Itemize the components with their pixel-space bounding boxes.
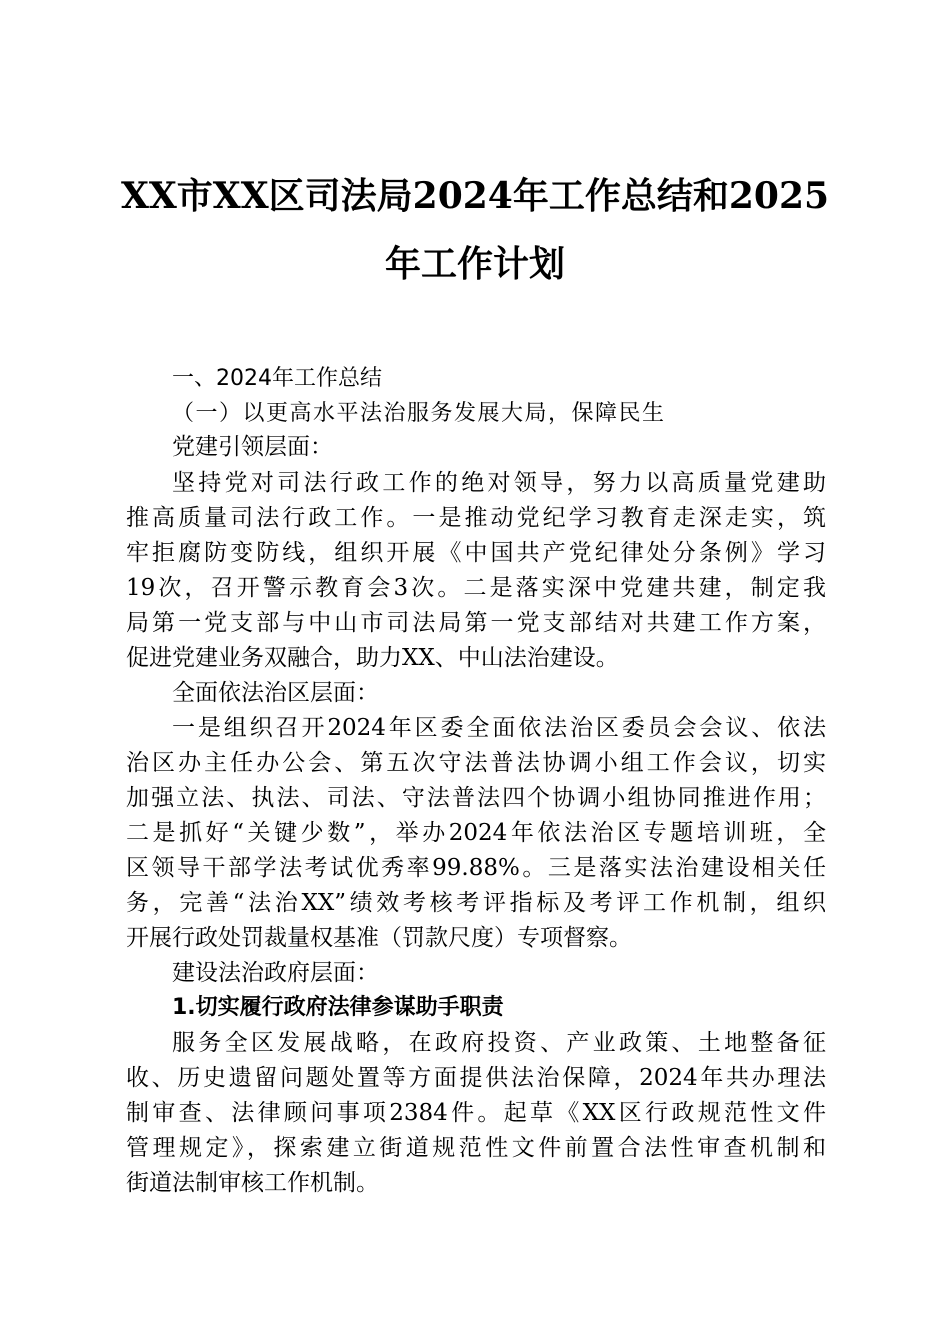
paragraph-label: 建设法治政府层面： xyxy=(172,960,379,986)
paragraph-line: 街道法制审核工作机制。 xyxy=(126,1170,379,1196)
paragraph-line: 二是抓好“关键少数”，举办2024年依法治区专题培训班，全 xyxy=(126,820,826,846)
document-title-line-1: XX市XX区司法局2024年工作总结和2025 xyxy=(120,175,830,217)
document-title-line-2: 年工作计划 xyxy=(384,243,565,285)
paragraph-line: 务，完善“法治XX”绩效考核考评指标及考评工作机制，组织 xyxy=(126,890,826,916)
paragraph-line: 开展行政处罚裁量权基准（罚款尺度）专项督察。 xyxy=(126,925,632,951)
section-heading-2: （一）以更高水平法治服务发展大局，保障民生 xyxy=(172,401,666,426)
paragraph-line: 推高质量司法行政工作。一是推动党纪学习教育走深走实，筑 xyxy=(126,505,826,531)
paragraph-line: 19次，召开警示教育会3次。二是落实深中党建共建，制定我 xyxy=(126,575,826,601)
paragraph-line: 局第一党支部与中山市司法局第一党支部结对共建工作方案， xyxy=(126,610,826,636)
paragraph-line: 促进党建业务双融合，助力XX、中山法治建设。 xyxy=(126,645,619,671)
subsection-heading: 1.切实履行政府法律参谋助手职责 xyxy=(172,995,504,1020)
paragraph-line: 坚持党对司法行政工作的绝对领导，努力以高质量党建助 xyxy=(172,470,826,496)
paragraph-line: 服务全区发展战略，在政府投资、产业政策、土地整备征 xyxy=(172,1030,826,1056)
paragraph-line: 制审查、法律顾问事项2384件。起草《XX区行政规范性文件 xyxy=(126,1100,826,1126)
paragraph-line: 牢拒腐防变防线，组织开展《中国共产党纪律处分条例》学习 xyxy=(126,540,826,566)
paragraph-label: 全面依法治区层面： xyxy=(172,680,379,706)
paragraph-line: 收、历史遗留问题处置等方面提供法治保障，2024年共办理法 xyxy=(126,1065,826,1091)
paragraph-line: 一是组织召开2024年区委全面依法治区委员会会议、依法 xyxy=(172,715,826,741)
paragraph-line: 治区办主任办公会、第五次守法普法协调小组工作会议，切实 xyxy=(126,750,826,776)
section-heading-1: 一、2024年工作总结 xyxy=(172,366,382,391)
paragraph-line: 区领导干部学法考试优秀率99.88%。三是落实法治建设相关任 xyxy=(126,855,826,881)
paragraph-line: 管理规定》，探索建立街道规范性文件前置合法性审查机制和 xyxy=(126,1135,826,1161)
paragraph-line: 加强立法、执法、司法、守法普法四个协调小组协同推进作用； xyxy=(126,785,826,811)
paragraph-label: 党建引领层面： xyxy=(172,434,333,460)
